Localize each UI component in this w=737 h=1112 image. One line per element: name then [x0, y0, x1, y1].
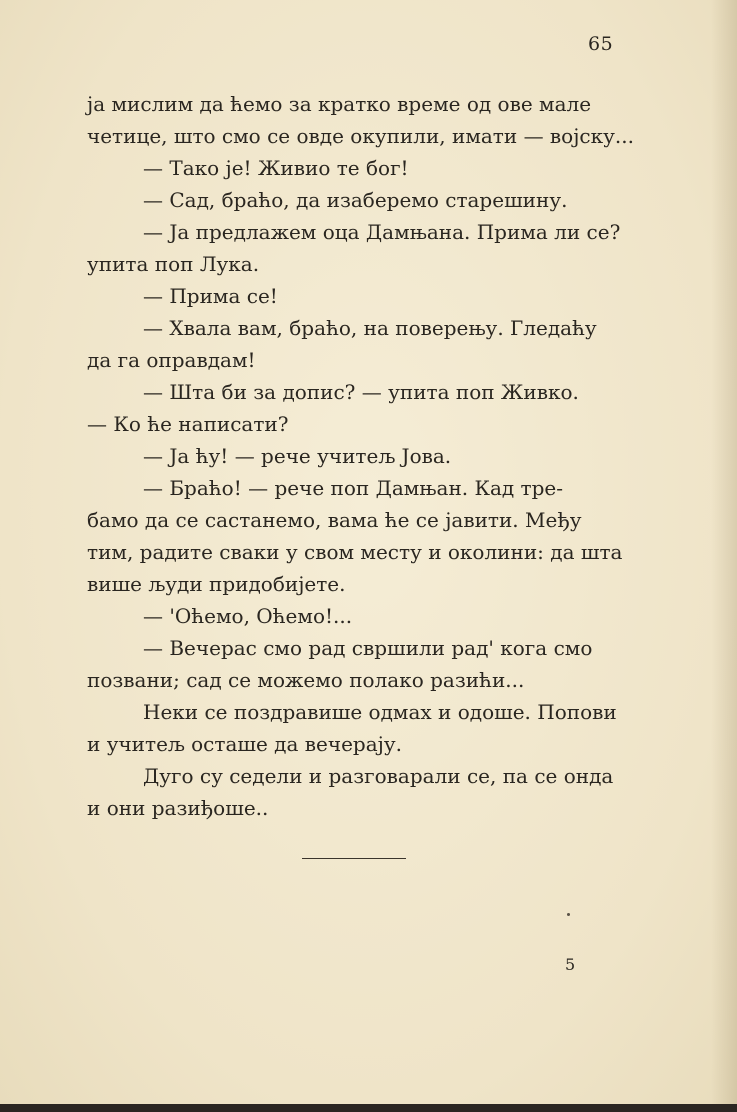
- text-line: — Хвала вам, браћо, на поверењу. Гледаћу: [143, 316, 597, 340]
- text-line: — Тако је! Живио те бог!: [143, 156, 409, 180]
- text-line: више људи придобијете.: [87, 572, 346, 596]
- paper-speck: [567, 913, 570, 916]
- body-text: [87, 88, 634, 824]
- text-line: — Вечерас смо рад свршили рад' кога смо: [143, 636, 593, 660]
- page-number: 65: [588, 33, 614, 55]
- text-line: — Ја предлажем оца Дамњана. Прима ли се?: [143, 220, 621, 244]
- text-line: тим, радите сваки у свом месту и околини: да шта: [87, 540, 623, 564]
- text-line: и они разиђоше..: [87, 796, 269, 820]
- text-line: — Ко ће написати?: [87, 412, 289, 436]
- page-shadow: [711, 0, 737, 1112]
- text-line: — Браћо! — рече поп Дамњан. Кад тре-: [143, 476, 564, 500]
- text-line: — Прима се!: [143, 284, 278, 308]
- text-line: упита поп Лука.: [87, 252, 260, 276]
- text-line: — Ја ћу! — рече учитељ Јова.: [143, 444, 452, 468]
- text-line: — Шта би за допис? — упита поп Живко.: [143, 380, 579, 404]
- text-line: ја мислим да ћемо за кратко време од ове мале: [87, 92, 592, 116]
- text-line: позвани; сад се можемо полако разићи...: [87, 668, 525, 692]
- text-line: Дуго су седели и разговарали се, па се онда: [143, 764, 614, 788]
- text-line: Неки се поздравише одмах и одоше. Попови: [143, 700, 617, 724]
- text-line: — Сад, браћо, да изаберемо старешину.: [143, 188, 568, 212]
- text-line: и учитељ осташе да вечерају.: [87, 732, 402, 756]
- text-line: четице, што смо се овде окупили, имати — војску...: [87, 124, 634, 148]
- text-line: да га оправдам!: [87, 348, 256, 372]
- text-line: — 'Оћемо, Оћемо!...: [143, 604, 353, 628]
- page-bottom-edge: [0, 1104, 737, 1112]
- section-rule: [302, 858, 406, 859]
- text-line: бамо да се састанемо, вама ће се јавити. Међу: [87, 508, 582, 532]
- signature-mark: 5: [565, 955, 576, 974]
